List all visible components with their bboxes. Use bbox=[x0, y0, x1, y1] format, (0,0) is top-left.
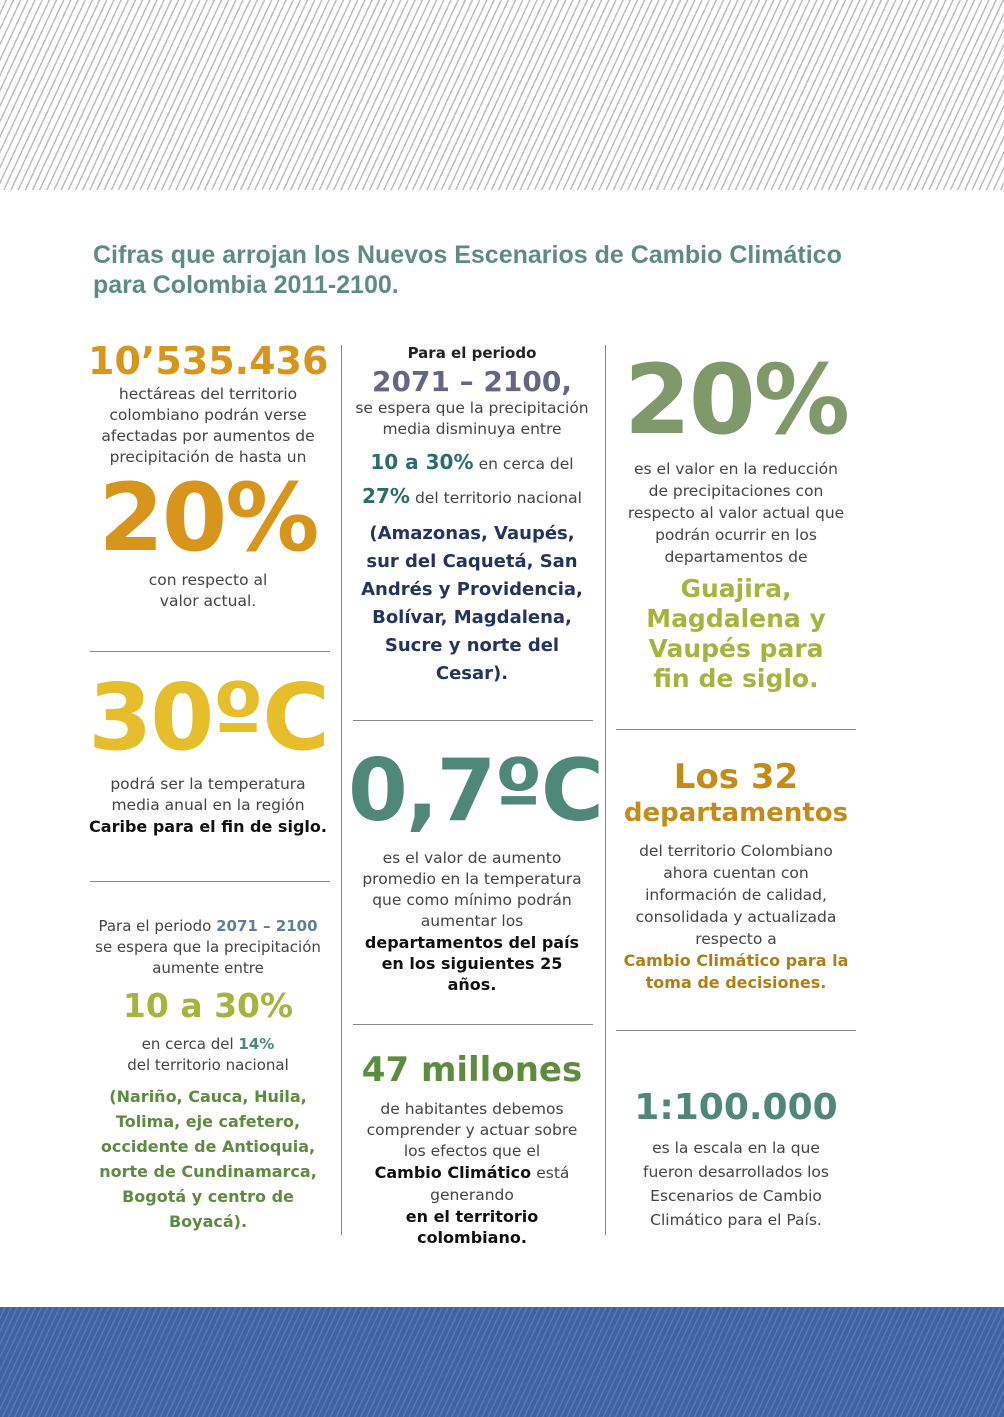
departments-highlight: Cambio Climático para la toma de decisiones. bbox=[623, 951, 849, 992]
increase-temp-value: 0,7ºC bbox=[348, 741, 602, 841]
divider-col2-a bbox=[353, 720, 593, 721]
decrease-pct-line bbox=[352, 482, 592, 512]
population-text: de habitantes debemos comprender y actuar sobre los efectos que el bbox=[366, 1100, 578, 1160]
temperature-bold: Caribe para el fin de siglo. bbox=[89, 817, 327, 836]
increase-range: 10 a 30% bbox=[122, 986, 294, 1025]
departments-big2: departamentos bbox=[623, 798, 849, 828]
stat-population bbox=[348, 1050, 596, 1248]
stat-departments bbox=[616, 757, 856, 994]
column-divider-left bbox=[341, 345, 342, 1235]
departments-text: del territorio Colombiano ahora cuentan con información de calidad, consolidada y actualizada respecto a bbox=[635, 842, 837, 948]
increase-pct: 14% bbox=[238, 1035, 275, 1053]
increase-temp-bold: departamentos del país en los siguientes 25 años. bbox=[364, 933, 580, 994]
stat-temperature-increase bbox=[348, 741, 602, 995]
increase-text2: en cerca del bbox=[141, 1035, 234, 1053]
decrease-pct: 27% bbox=[362, 484, 410, 508]
decrease-regions: (Amazonas, Vaupés, sur del Caquetá, San Andrés y Providencia, Bolívar, Magdalena, Sucre y norte del Cesar). bbox=[361, 523, 583, 684]
divider-col1-a bbox=[90, 651, 330, 652]
divider-col3-b bbox=[616, 1030, 856, 1031]
divider-col2-b bbox=[353, 1024, 593, 1025]
top-stripe-band bbox=[0, 0, 1004, 190]
reduction-value: 20% bbox=[624, 344, 848, 456]
population-bold1: Cambio Climático bbox=[374, 1163, 532, 1182]
stat-hectares bbox=[88, 339, 329, 612]
increase-temp-text: es el valor de aumento promedio en la temperatura que como mínimo podrán aumentar los bbox=[362, 849, 582, 930]
departments-big1: Los 32 bbox=[673, 757, 799, 797]
increase-intro: Para el periodo bbox=[98, 917, 212, 935]
decrease-intro: Para el periodo bbox=[407, 344, 537, 362]
reduction-highlight: Guajira, Magdalena y Vaupés para fin de siglo. bbox=[646, 574, 826, 693]
column-divider-right bbox=[605, 345, 606, 1235]
stat-scale bbox=[616, 1087, 856, 1232]
stat-temperature-caribe bbox=[88, 664, 328, 837]
hectares-number: 10’535.436 bbox=[88, 339, 329, 383]
increase-period: 2071 – 2100 bbox=[216, 917, 318, 935]
scale-text: es la escala en la que fueron desarrollados los Escenarios de Cambio Climático para el País. bbox=[643, 1139, 829, 1229]
page-title: Cifras que arrojan los Nuevos Escenarios de Cambio Climático para Colombia 2011-2100. bbox=[93, 241, 842, 299]
decrease-range-line bbox=[352, 448, 592, 478]
population-text2: está generando bbox=[430, 1164, 570, 1204]
increase-pct-line bbox=[88, 1034, 328, 1055]
hectares-after: con respecto al valor actual. bbox=[148, 571, 268, 610]
decrease-text2: en cerca del bbox=[478, 455, 574, 473]
divider-col3-a bbox=[616, 729, 856, 730]
decrease-period: 2071 – 2100, bbox=[372, 365, 572, 398]
population-bold-line bbox=[348, 1162, 596, 1206]
population-value: 47 millones bbox=[361, 1050, 583, 1090]
scale-value: 1:100.000 bbox=[634, 1087, 838, 1128]
decrease-range: 10 a 30% bbox=[370, 450, 474, 474]
bottom-stripe-band bbox=[0, 1307, 1004, 1417]
stat-precip-reduction bbox=[616, 344, 856, 694]
hectares-text: hectáreas del territorio colombiano podrán verse afectadas por aumentos de precipitación de hasta un bbox=[101, 385, 315, 466]
stat-precip-increase bbox=[88, 916, 328, 1234]
hectares-percent: 20% bbox=[98, 464, 318, 573]
divider-col1-b bbox=[90, 881, 330, 882]
reduction-text: es el valor en la reducción de precipitaciones con respecto al valor actual que podrán ocurrir en los departamentos de bbox=[627, 460, 845, 566]
increase-intro-line bbox=[88, 916, 328, 937]
stat-precip-decrease bbox=[352, 343, 592, 688]
population-bold2: en el territorio colombiano. bbox=[405, 1207, 539, 1247]
increase-text3: del territorio nacional bbox=[127, 1056, 289, 1074]
temperature-value: 30ºC bbox=[88, 664, 328, 771]
decrease-text3: del territorio nacional bbox=[415, 489, 582, 507]
increase-text: se espera que la precipitación aumente entre bbox=[95, 938, 321, 977]
decrease-text: se espera que la precipitación media disminuya entre bbox=[355, 399, 589, 438]
increase-regions: (Nariño, Cauca, Huila, Tolima, eje cafetero, occidente de Antioquia, norte de Cundinamarca, Bogotá y centro de Boyacá). bbox=[99, 1087, 317, 1231]
temperature-text: podrá ser la temperatura media anual en la región bbox=[110, 775, 306, 814]
